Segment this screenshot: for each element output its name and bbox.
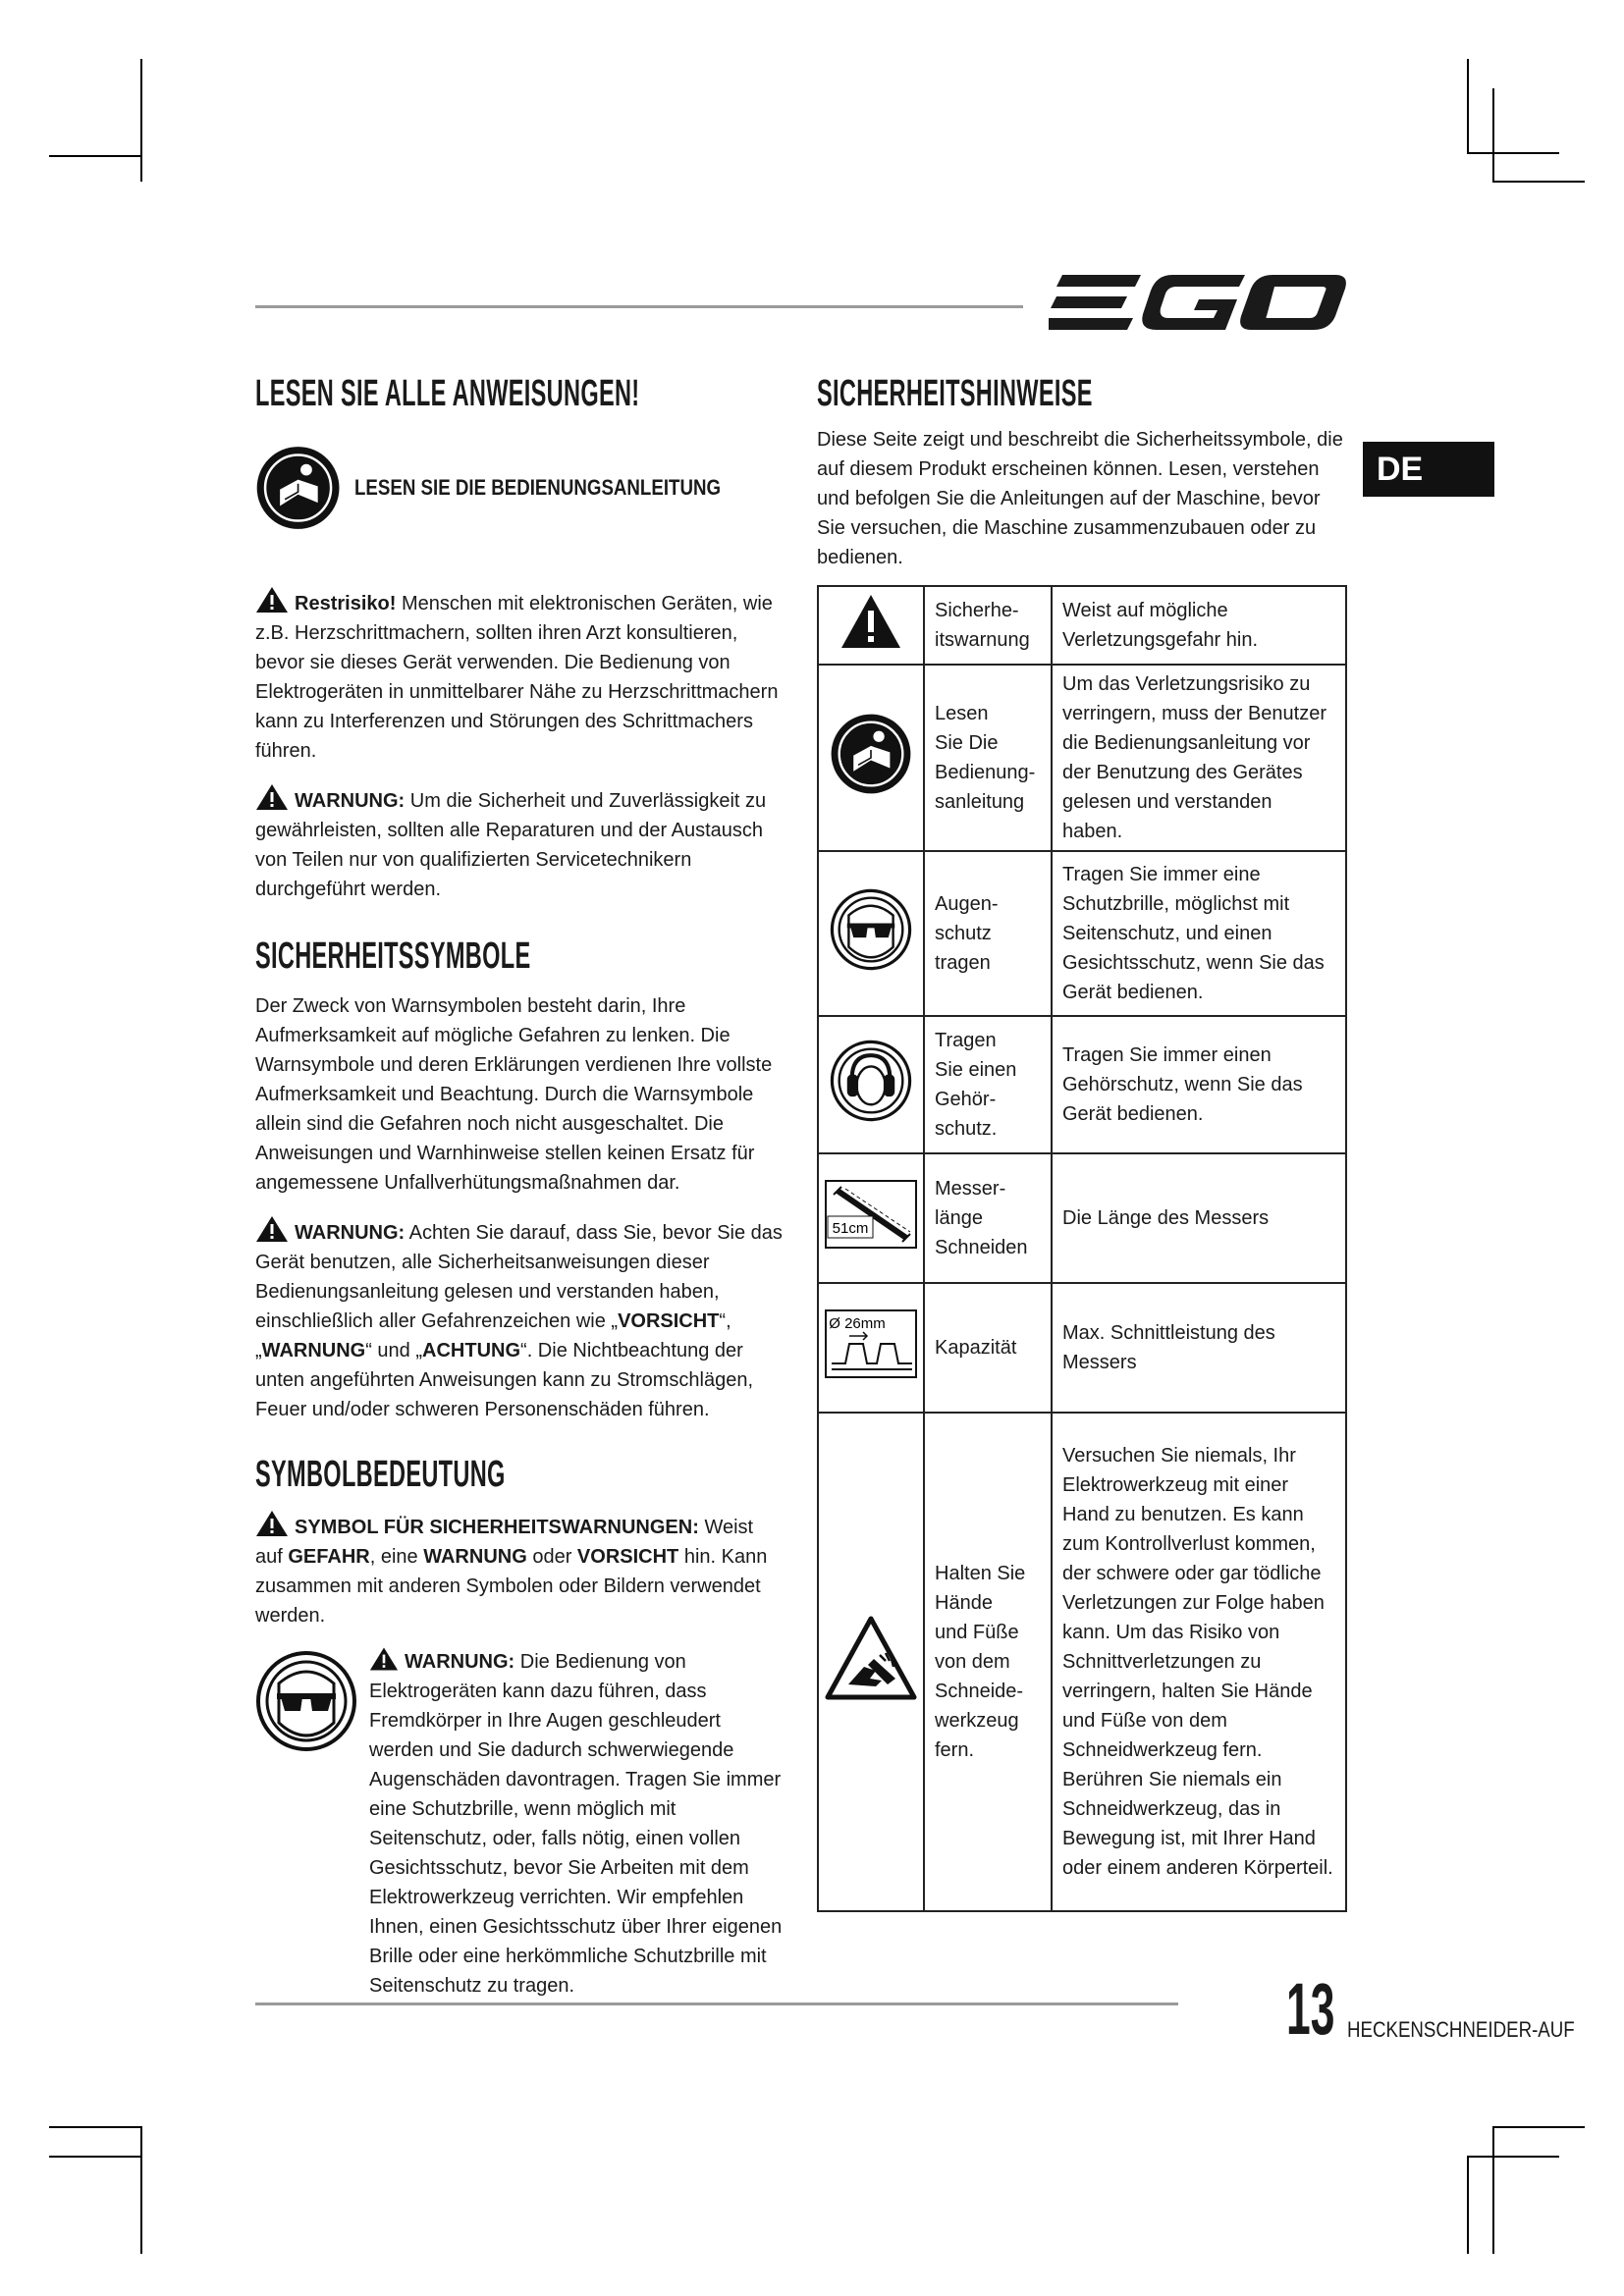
table-label-cell: Halten Sie Hände und Füße von dem Schneide- werkzeug fern. (924, 1413, 1052, 1911)
warning-triangle-icon (369, 1646, 399, 1672)
header-rule (255, 305, 1023, 308)
table-icon-cell (818, 851, 924, 1016)
crop-mark (1492, 2126, 1494, 2254)
text-run: Achten Sie darauf, dass Sie, bevor Sie das Gerät benutzen, alle Sicherheitsanweisungen dieser Bedienungsanleitung gelesen und verstanden haben, einschließlich aller Gefahrenzeichen wie „ (255, 1222, 783, 1332)
text-run: , eine (369, 1546, 418, 1568)
eye-warning-lead: WARNUNG: (405, 1651, 515, 1673)
eye-warning-text: Die Bedienung von Elektrogeräten kann dazu führen, dass Fremdkörper in Ihre Augen geschleudert werden und Sie dadurch schwerwiegende Augenschäden davontragen. Tragen Sie immer eine Schutzbrille, wenn möglich mit Seitenschutz, oder, falls nötig, einen vollen Gesichtsschutz, bevor Sie Arbeiten mit dem Elektrowerkzeug verrichten. Wir empfehlen Ihnen, einen Gesichtsschutz über Ihrer eigenen Brille oder eine herkömmliche Schutzbrille mit Seitenschutz zu tragen. (369, 1651, 783, 1997)
table-label-cell: Lesen Sie Die Bedienung- sanleitung (924, 665, 1052, 851)
text-run: Weist auf (255, 1517, 754, 1568)
signal-word: WARNUNG (261, 1340, 366, 1362)
repair-warning-paragraph (255, 783, 785, 904)
warning-triangle-icon (255, 1215, 289, 1243)
table-row (818, 1413, 1346, 1911)
table-label-cell: Augen- schutz tragen (924, 851, 1052, 1016)
signal-word: WARNUNG (423, 1546, 527, 1568)
table-desc-cell: Versuchen Sie niemals, Ihr Elektrowerkzeug mit einer Hand zu benutzen. Es kann zum Kontrollverlust kommen, der schwere oder gar tödliche Verletzungen zur Folge haben kann. Um das Risiko von Schnittverletzungen zu verringern, halten Sie Hände und Füße von dem Schneidwerkzeug fern. Berühren Sie niemals ein Schneidwerkzeug, das in Bewegung ist, mit Ihrer Hand oder einem anderen Körperteil. (1052, 1413, 1346, 1911)
signal-word: ACHTUNG (422, 1340, 521, 1362)
crop-mark (1492, 88, 1494, 183)
table-desc-cell: Um das Verletzungsrisiko zu verringern, muss der Benutzer die Bedienungsanleitung vor der Benutzung des Gerätes gelesen und verstanden haben. (1052, 665, 1346, 851)
crop-mark (1492, 181, 1585, 183)
hand-blade-warning-icon (825, 1616, 917, 1700)
safety-alert-symbol-paragraph (255, 1510, 785, 1630)
crop-mark (140, 2126, 142, 2254)
residual-risk-lead: Restrisiko! (295, 593, 397, 614)
section-heading-safety-symbols: SICHERHEITSSYMBOLE (255, 935, 531, 977)
crop-mark (1492, 2126, 1585, 2128)
warning-triangle-icon (839, 593, 902, 650)
residual-risk-paragraph (255, 586, 785, 766)
text-run: hin. Kann zusammen mit anderen Symbolen oder Bildern verwendet werden. (255, 1546, 768, 1627)
table-desc-cell: Die Länge des Messers (1052, 1153, 1346, 1283)
section-heading-symbol-meaning: SYMBOLBEDEUTUNG (255, 1454, 506, 1495)
table-label-cell: Sicherhe- itswarnung (924, 586, 1052, 665)
read-manual-block (255, 437, 785, 539)
eye-warning-block (255, 1646, 785, 2001)
safety-alert-lead: SYMBOL FÜR SICHERHEITSWARNUNGEN: (295, 1517, 699, 1538)
text-run: “. Die Nichtbeachtung der unten angeführten Anweisungen kann zu Stromschlägen, Feuer und/oder schweren Personenschäden führen. (255, 1340, 754, 1420)
section-heading-safety-notes: SICHERHEITSHINWEISE (817, 373, 1093, 414)
table-icon-cell (818, 586, 924, 665)
repair-warning-text: Um die Sicherheit und Zuverlässigkeit zu gewährleisten, sollten alle Reparaturen und der Austausch von Teilen nur von qualifizierten Servicetechnikern durchgeführt werden. (255, 790, 767, 900)
text-run: “, „ (255, 1310, 731, 1362)
table-desc-cell: Tragen Sie immer eine Schutzbrille, möglichst mit Seitenschutz, und einen Gesichtsschutz, wenn Sie das Gerät bedienen. (1052, 851, 1346, 1016)
read-instructions-warning (255, 1215, 785, 1424)
table-desc-cell: Max. Schnittleistung des Messers (1052, 1283, 1346, 1413)
ear-protection-icon (830, 1040, 912, 1122)
safety-glasses-icon (255, 1650, 357, 1752)
signal-word: GEFAHR (288, 1546, 370, 1568)
ego-logo (1049, 267, 1347, 336)
crop-mark (1467, 152, 1559, 154)
footer-rule (255, 2002, 1178, 2005)
table-row (818, 1016, 1346, 1153)
crop-mark (1467, 59, 1469, 153)
repair-warning-lead: WARNUNG: (295, 790, 406, 812)
text-run: oder (532, 1546, 572, 1568)
safety-glasses-icon (830, 888, 912, 971)
signal-word: VORSICHT (618, 1310, 720, 1332)
table-icon-cell (818, 1153, 924, 1283)
page-number: 13 (1286, 1968, 1335, 2050)
table-row (818, 1283, 1346, 1413)
blade-length-icon (824, 1177, 918, 1252)
table-desc-cell: Weist auf mögliche Verletzungsgefahr hin. (1052, 586, 1346, 665)
table-icon-cell (818, 1413, 924, 1911)
table-label-cell: Kapazität (924, 1283, 1052, 1413)
table-label-cell: Tragen Sie einen Gehör- schutz. (924, 1016, 1052, 1153)
signal-word: VORSICHT (576, 1546, 679, 1568)
text-run: “ und „ (365, 1340, 423, 1362)
capacity-icon (824, 1307, 918, 1381)
table-icon-cell (818, 1016, 924, 1153)
warning-symbols-paragraph: Der Zweck von Warnsymbolen besteht darin, Ihre Aufmerksamkeit auf mögliche Gefahren zu lenken. Die Warnsymbole und deren Erklärungen verdienen Ihre vollste Aufmerksamkeit und Beachtung. Durch die Warnsymbole allein sind die Gefahren noch nicht ausgeschaltet. Die Anweisungen und Warnhinweise stellen keinen Ersatz für angemessene Unfallverhütungsmaßnahmen dar. (255, 995, 773, 1194)
crop-mark (1467, 2156, 1559, 2158)
table-row (818, 665, 1346, 851)
read-instructions-lead: WARNUNG: (295, 1222, 406, 1244)
table-row (818, 1153, 1346, 1283)
warning-triangle-icon (255, 783, 289, 811)
table-icon-cell (818, 1283, 924, 1413)
crop-mark (49, 2156, 141, 2158)
crop-mark (1467, 2156, 1469, 2254)
crop-mark (49, 155, 141, 157)
warning-triangle-icon (255, 1510, 289, 1537)
read-manual-label: LESEN SIE DIE BEDIENUNGSANLEITUNG (354, 475, 722, 500)
table-desc-cell: Tragen Sie immer einen Gehörschutz, wenn Sie das Gerät bedienen. (1052, 1016, 1346, 1153)
right-column (817, 373, 1347, 572)
crop-mark (140, 59, 142, 182)
table-label-cell: Messer- länge Schneiden (924, 1153, 1052, 1283)
read-manual-icon (255, 437, 341, 539)
blade-length-value: 51cm (832, 1219, 869, 1237)
table-row (818, 586, 1346, 665)
safety-symbols-table (817, 585, 1347, 1912)
residual-risk-text: Menschen mit elektronischen Geräten, wie z.B. Herzschrittmachern, sollten ihren Arzt konsultieren, bevor sie dieses Gerät verwenden. Die Bedienung von Elektrogeräten in unmittelbarer Nähe zu Herzschrittmachern kann zu Interferenzen und Störungen des Schrittmachers führen. (255, 593, 779, 762)
section-heading-read-all: LESEN SIE ALLE ANWEISUNGEN! (255, 373, 640, 414)
table-icon-cell (818, 665, 924, 851)
capacity-value: Ø 26mm (829, 1314, 886, 1332)
warning-triangle-icon (255, 586, 289, 614)
language-tab: DE (1363, 442, 1494, 497)
crop-mark (49, 2126, 141, 2128)
left-column (255, 373, 785, 2001)
table-row (818, 851, 1346, 1016)
read-manual-icon (830, 713, 912, 795)
safety-notes-intro: Diese Seite zeigt und beschreibt die Sicherheitssymbole, die auf diesem Produkt erscheinen können. Lesen, verstehen und befolgen Sie die Anleitungen auf der Maschine, bevor Sie versuchen, die Maschine zusammenzubauen oder zu bedienen. (817, 429, 1343, 568)
eye-warning-paragraph (369, 1646, 785, 2001)
product-name: HECKENSCHNEIDER-AUF (1347, 2017, 1575, 2042)
